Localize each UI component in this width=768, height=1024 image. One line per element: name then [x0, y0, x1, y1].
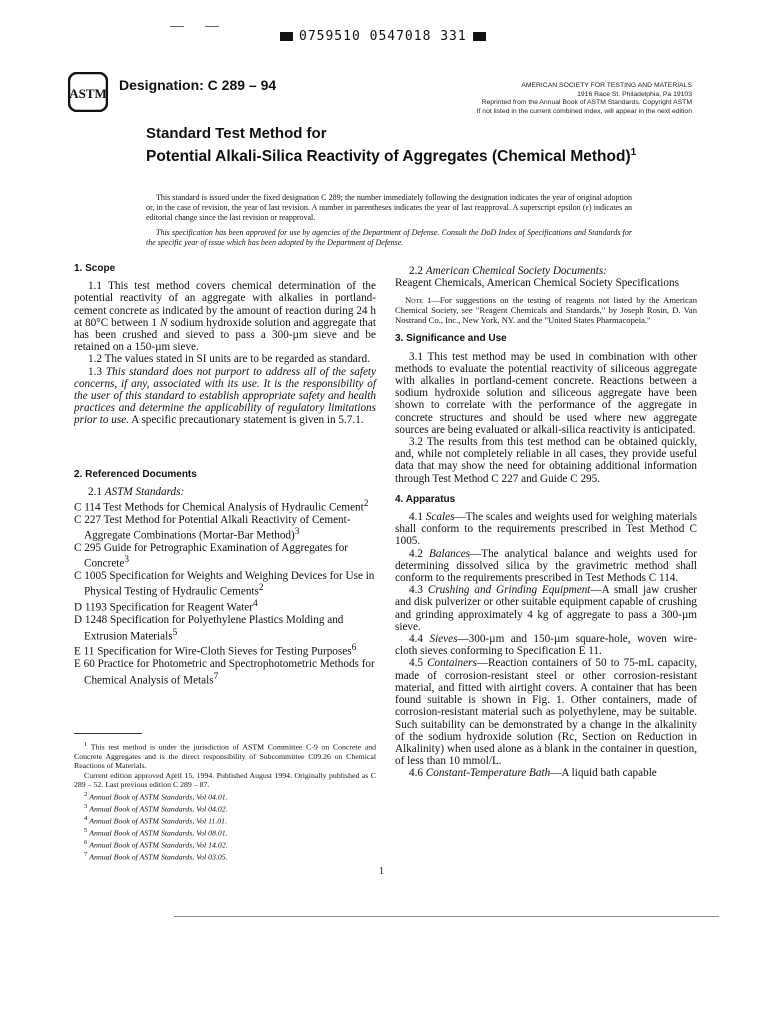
publisher-line: If not listed in the current combined index, will appear in the next edition — [476, 107, 692, 115]
issue-note: This standard is issued under the fixed designation C 289; the number immediately following the designation indicates the year of original adoption or, in the case of revision, the year of last revision. A number in parentheses indicates the year of last reapproval. A superscript epsilon (ε) indicates an editorial change since the last revision or reapproval. — [146, 193, 632, 222]
section-heading: 3. Significance and Use — [395, 333, 507, 345]
apparatus-item: 4.3 Crushing and Grinding Equipment—A small jaw crusher and disk pulverizer or other suitable equipment capable of crushing and grinding approximately 4 kg of aggregate to pass a 300-µm sieve. — [395, 584, 697, 633]
publisher-line: 1916 Race St. Philadelphia, Pa 19103 — [577, 90, 692, 98]
apparatus-item: 4.1 Scales—The scales and weights used for weighing materials shall conform to the requirements prescribed in Test Method C 1005. — [395, 511, 697, 548]
subsection-2-1: 2.1 ASTM Standards: — [88, 485, 185, 498]
reference-item: E 60 Practice for Photometric and Spectrophotometric Methods for Chemical Analysis of Metals$^7$ — [74, 658, 375, 687]
barcode-block-right — [473, 32, 486, 41]
scan-mark — [205, 26, 219, 27]
footnote: $^4$ Annual Book of ASTM Standards, Vol 11.01. — [84, 814, 228, 826]
footnote-rule — [74, 733, 142, 734]
footnote: $^2$ Annual Book of ASTM Standards, Vol 04.01. — [84, 790, 228, 802]
note-1: Note 1—For suggestions on the testing of reagents not listed by the American Chemical Society, see "Reagent Chemicals and Standards," by Joseph Rosin, D. Van Nostrand Co., Inc., New York, NY. and the "United States Pharmacopeia." — [395, 295, 697, 326]
reference-item: C 227 Test Method for Potential Alkali Reactivity of Cement-Aggregate Combinations (Mortar-Bar Method)$^3$ — [74, 513, 351, 542]
apparatus-item: 4.6 Constant-Temperature Bath—A liquid bath capable — [409, 767, 657, 780]
title-line-1: Standard Test Method for — [146, 125, 327, 142]
document-title — [146, 124, 666, 167]
title-footnote-mark: 1 — [630, 147, 637, 158]
preamble — [146, 193, 632, 253]
footnote: $^3$ Annual Book of ASTM Standards, Vol 04.02. — [84, 802, 228, 814]
reference-list — [74, 498, 376, 687]
barcode-number: 0759510 0547018 331 — [299, 29, 467, 44]
paragraph-3-2: 3.2 The results from this test method can be obtained quickly, and, while not completely reliable in all cases, they provide useful data that may show the need for obtaining additional information through Test Method C 227 and Guide C 295. — [395, 436, 697, 485]
reference-item: C 295 Guide for Petrographic Examination of Aggregates for Concrete$^3$ — [74, 542, 349, 571]
left-column — [74, 263, 376, 687]
page-number: 1 — [379, 866, 384, 877]
logo-text: ASTM — [69, 86, 107, 101]
apparatus-item: 4.4 Sieves—300-µm and 150-µm square-hole, woven wire-cloth sieves conforming to Specification E 11. — [395, 633, 697, 658]
defense-note: This specification has been approved for use by agencies of the Department of Defense. Consult the DoD Index of Specifications and Standards for the specific year of issue which has been adopted by the Department of Defense. — [146, 228, 632, 247]
publisher-line: Reprinted from the Annual Book of ASTM Standards. Copyright ASTM — [481, 99, 692, 107]
subsection-2-2: 2.2 American Chemical Society Documents: — [409, 265, 607, 277]
footnotes — [74, 740, 376, 862]
footnote: $^7$ Annual Book of ASTM Standards, Vol 03.05. — [84, 850, 228, 862]
astm-logo-icon — [68, 72, 108, 112]
apparatus-item: 4.2 Balances—The analytical balance and weights used for determining dissolved silica by the gravimetric method shall conform to the requirements prescribed in Test Methods C 114. — [395, 547, 698, 585]
footnote: Current edition approved April 15, 1994. Published August 1994. Originally published as C 289 – 52. Last previous edition C 289 – 87. — [74, 770, 376, 790]
paragraph-1-3: 1.3 This standard does not purport to address all of the safety concerns, if any, associated with its use. It is the responsibility of the user of this standard to establish appropriate safety and health practices and determine the applicability of regulatory limitations prior to use. A specific precautionary statement is given in 5.7.1. — [74, 365, 377, 427]
paragraph-3-1: 3.1 This test method may be used in combination with other methods to evaluate the potential reactivity of siliceous aggregate with alkalies in portland-cement concrete. Reactions between a sodium hydroxide solution and siliceous aggregate have been shown to correlate with the performance of the aggregate in concrete structures and should be used where new aggregate sources are being evaluated or alkali-silica reactivity is anticipated. — [395, 350, 697, 436]
barcode-line — [280, 29, 486, 44]
apparatus-item: 4.5 Containers—Reaction containers of 50 to 75-mL capacity, made of corrosion-resistant steel or other corrosion-resistant material, and fitted with airtight covers. A container that has been found suitable is shown in Fig. 1. Other containers, made of corrosion-resistant material such as polyethylene, may be suitable. Such suitability can be demonstrated by a change in the alkalinity of the sodium hydroxide solution (Rc, Section on Reduction in Alkalinity) when used alone as a blank in the container in question, of less than 10 mmol/L. — [395, 657, 697, 768]
reference-item: E 11 Specification for Wire-Cloth Sieves for Testing Purposes$^6$ — [74, 643, 357, 659]
reference-item: D 1193 Specification for Reagent Water$^4$ — [74, 599, 258, 615]
barcode-block-left — [280, 32, 293, 41]
publisher-line: AMERICAN SOCIETY FOR TESTING AND MATERIALS — [521, 82, 692, 89]
reference-item: C 1005 Specification for Weights and Weighing Devices for Use in Physical Testing of Hydraulic Cements$^2$ — [74, 570, 375, 599]
scan-mark — [170, 26, 184, 27]
reference-item: C 114 Test Methods for Chemical Analysis of Hydraulic Cement$^2$ — [74, 499, 369, 514]
footnote: $^5$ Annual Book of ASTM Standards, Vol 08.01. — [84, 826, 228, 838]
reference-item: Reagent Chemicals, American Chemical Society Specifications — [395, 277, 679, 290]
publisher-block — [430, 82, 692, 116]
section-heading: 2. Referenced Documents — [74, 468, 197, 480]
paragraph-1-1: 1.1 This test method covers chemical determination of the potential reactivity of an aggregate with alkalies in portland-cement concrete as indicated by the amount of reaction during 24 h at 80°C between 1 N sodium hydroxide solution and aggregate that has been crushed and sieved to pass a 300-µm sieve and be retained on a 150-µm sieve. — [74, 280, 376, 354]
section-heading: 4. Apparatus — [395, 493, 456, 505]
paragraph-1-2: 1.2 The values stated in SI units are to be regarded as standard. — [88, 353, 370, 366]
right-column — [395, 265, 697, 780]
footnote: $^6$ Annual Book of ASTM Standards, Vol 14.02. — [84, 838, 228, 850]
section-heading: 1. Scope — [74, 263, 116, 274]
title-line-2: Potential Alkali-Silica Reactivity of Aggregates (Chemical Method)$^1$ — [146, 147, 637, 166]
bottom-rule — [174, 916, 719, 917]
designation: Designation: C 289 – 94 — [119, 77, 277, 93]
reference-item: D 1248 Specification for Polyethylene Plastics Molding and Extrusion Materials$^5$ — [74, 614, 344, 643]
footnote: $^1$ This test method is under the jurisdiction of ASTM Committee C-9 on Concrete and Concrete Aggregates and is the direct responsibility of Subcommittee C09.26 on Chemical Reactions of Materials. — [74, 741, 376, 771]
